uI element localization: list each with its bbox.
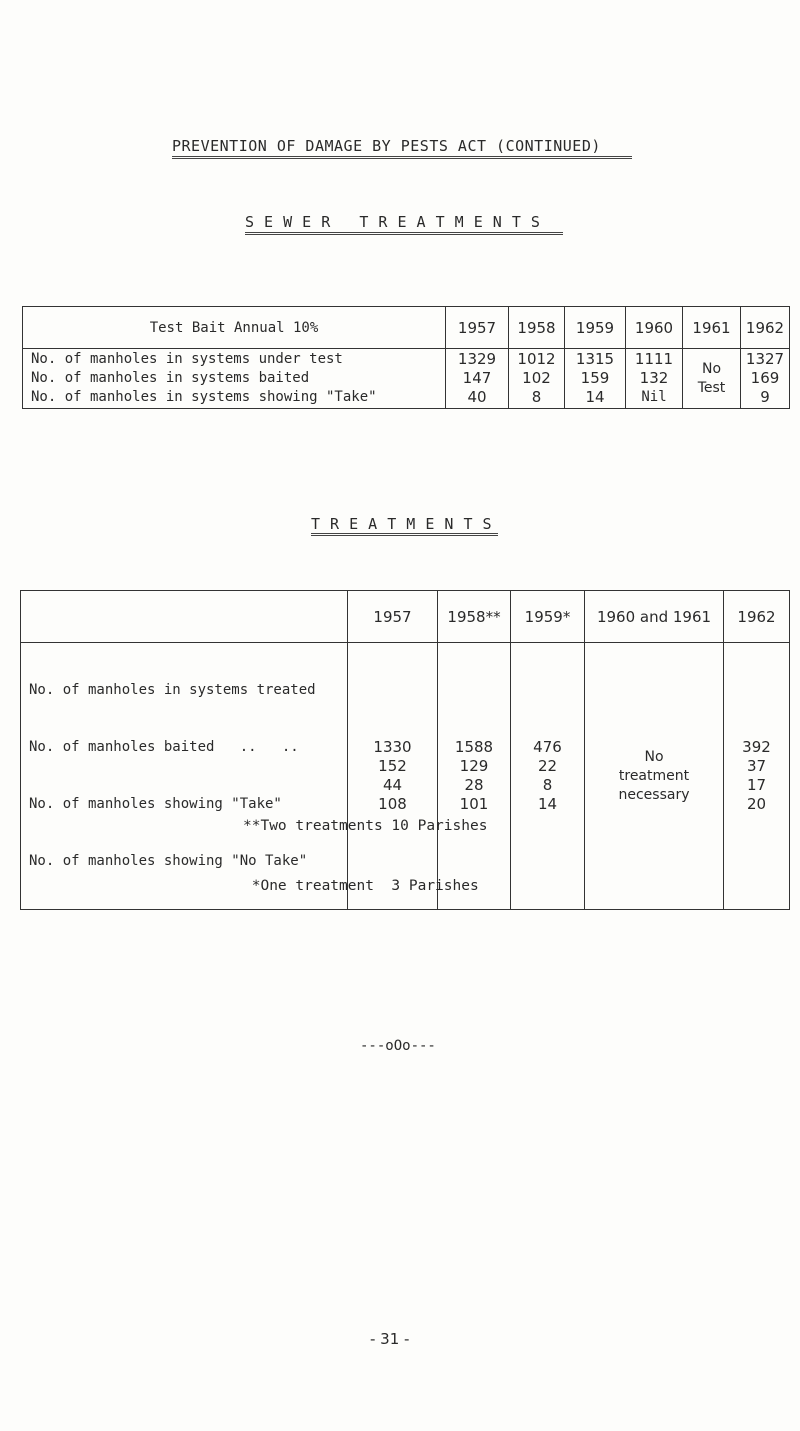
no-treatment-cell: No treatment necessary <box>585 643 724 910</box>
data-column <box>446 349 509 409</box>
cell-value: 20 <box>746 795 767 813</box>
year-header: 1958** <box>438 591 511 643</box>
year-header: 1962 <box>724 591 790 643</box>
empty-header-cell <box>21 591 348 643</box>
row-label: No. of manholes showing "Take" <box>29 796 282 812</box>
separator: ---oOo--- <box>360 1038 436 1054</box>
year-header: 1961 <box>683 307 741 349</box>
year-header: 1957 <box>348 591 438 643</box>
data-column <box>511 643 585 910</box>
cell-value: 1330 <box>373 738 412 756</box>
year-header: 1958 <box>509 307 565 349</box>
title-underline <box>172 156 632 159</box>
footnote: *One treatment 3 Parishes <box>243 878 479 894</box>
cell-value: 8 <box>542 776 553 794</box>
year-header: 1957 <box>446 307 509 349</box>
cell-value: 8 <box>531 388 542 406</box>
cell-value: 40 <box>467 388 487 406</box>
cell-value: 392 <box>742 738 771 756</box>
cell-value: 17 <box>746 776 767 794</box>
section-heading: S E W E R T R E A T M E N T S <box>245 213 541 231</box>
cell-value: 1327 <box>745 350 785 368</box>
test-bait-title: Test Bait Annual 10% <box>23 307 446 349</box>
row-label: No. of manholes baited .. .. <box>29 739 299 755</box>
year-header: 1959 <box>565 307 626 349</box>
cell-value: 9 <box>760 388 770 406</box>
cell-value: 1012 <box>517 350 556 368</box>
data-column <box>741 349 790 409</box>
cell-value: 14 <box>585 388 605 406</box>
cell-value: 169 <box>750 369 780 387</box>
cell-value: 129 <box>459 757 489 775</box>
data-column <box>565 349 626 409</box>
cell-value: 102 <box>522 369 551 387</box>
cell-value: 1111 <box>634 350 674 368</box>
test-bait-table <box>22 306 790 409</box>
data-column <box>724 643 790 910</box>
data-column <box>626 349 683 409</box>
cell-value: 147 <box>462 369 492 387</box>
year-header: 1959* <box>511 591 585 643</box>
treatments-heading: T R E A T M E N T S <box>311 515 493 533</box>
row-label: No. of manholes showing "No Take" <box>29 853 308 869</box>
treatments-underline <box>311 533 498 536</box>
row-label: No. of manholes in systems under test <box>31 351 343 367</box>
year-header: 1960 and 1961 <box>585 591 724 643</box>
section-underline <box>245 232 563 235</box>
cell-value: 37 <box>746 757 767 775</box>
year-header: 1962 <box>741 307 790 349</box>
page-number: - 31 - <box>370 1330 410 1348</box>
row-label: No. of manholes in systems baited <box>31 370 310 386</box>
row-label: No. of manholes in systems treated <box>29 682 316 698</box>
data-column <box>509 349 565 409</box>
cell-value: 14 <box>537 795 558 813</box>
row-label: No. of manholes in systems showing "Take" <box>31 389 377 405</box>
cell-value: 44 <box>382 776 403 794</box>
no-test-cell: No Test <box>683 349 741 409</box>
page-title: PREVENTION OF DAMAGE BY PESTS ACT (CONTINUED) <box>172 137 601 155</box>
cell-value: 1588 <box>454 738 494 756</box>
cell-value: 101 <box>459 795 489 813</box>
cell-value: 152 <box>378 757 407 775</box>
cell-value: Nil <box>641 389 667 405</box>
cell-value: 1315 <box>575 350 615 368</box>
cell-value: 108 <box>378 795 407 813</box>
cell-value: 159 <box>580 369 610 387</box>
cell-value: 132 <box>639 369 669 387</box>
cell-value: 1329 <box>457 350 497 368</box>
footnote: **Two treatments 10 Parishes <box>243 818 488 834</box>
year-header: 1960 <box>626 307 683 349</box>
test-bait-row-labels <box>23 349 446 409</box>
cell-value: 22 <box>537 757 558 775</box>
cell-value: 476 <box>533 738 562 756</box>
cell-value: 28 <box>464 776 484 794</box>
footnotes <box>243 776 487 916</box>
